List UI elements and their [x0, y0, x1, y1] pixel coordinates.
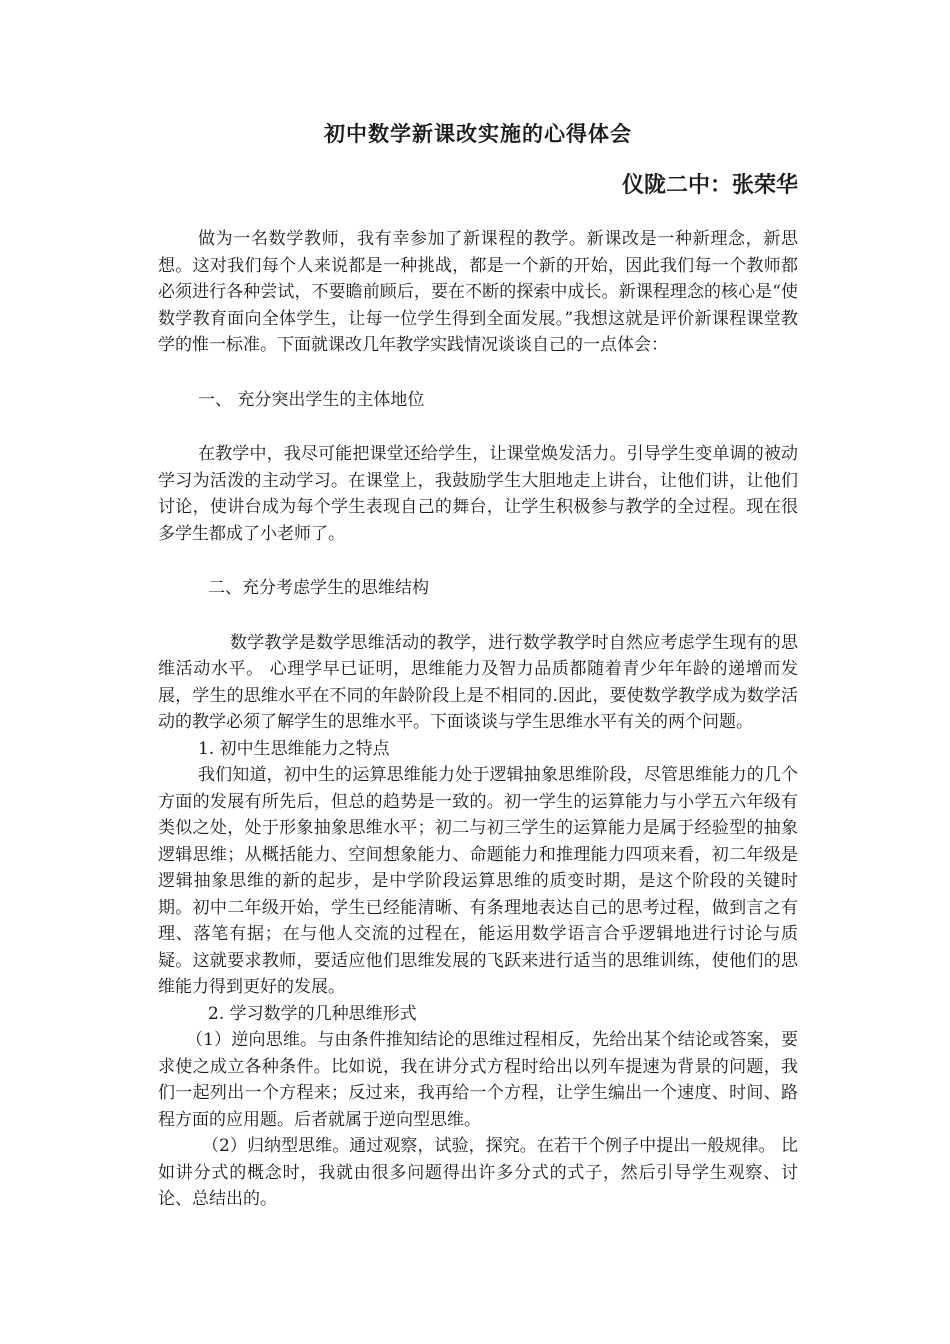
reverse-thinking-paragraph: （1）逆向思维。与由条件推知结论的思维过程相反，先给出某个结论或答案，要求使之成立各种条件。比如说，我在讲分式方程时给出以列车提速为背景的问题，我们一起列出一个方程来；反过来，我再给一个方程，让学生编出一个速度、时间、路程方面的应用题。后者就属于逆向型思维。 — [158, 1030, 798, 1130]
inductive-thinking-paragraph: （2）归纳型思维。通过观察，试验，探究。在若干个例子中提出一般规律。 比如讲分式的概念时，我就由很多问题得出许多分式的式子，然后引导学生观察、讨论、总结出的。 — [158, 1136, 798, 1209]
subsection2-heading: 2. 学习数学的几种思维形式 — [208, 1003, 417, 1024]
section2-body: 数学教学是数学思维活动的教学，进行数学教学时自然应考虑学生现有的思维活动水平。 心理学早已证明，思维能力及智力品质都随着青少年年龄的递增而发展，学生的思维水平在不同的年龄阶段上是不相同的.因此，要使数学教学成为数学活动的教学必须了解学生的思维水平。下面谈谈与学生思维水平有关的两个问题。 — [158, 632, 798, 732]
spacer — [158, 547, 798, 575]
spacer — [158, 602, 798, 630]
document-page — [158, 118, 798, 1213]
subsection1-heading: 1. 初中生思维能力之特点 — [198, 738, 390, 759]
document-author: 仪陇二中：张荣华 — [621, 172, 798, 198]
section2-heading: 二、充分考虑学生的思维结构 — [208, 578, 429, 598]
intro-paragraph: 做为一名数学教师，我有幸参加了新课程的教学。新课改是一种新理念，新思想。这对我们每个人来说都是一种挑战，都是一个新的开始，因此我们每一个教师都必须进行各种尝试，不要瞻前顾后，要在不断的探索中成长。新课程理念的核心是“使数学教育面向全体学生，让每一位学生得到全面发展。”我想这就是评价新课程课堂教学的惟一标准。下面就课改几年教学实践情况谈谈自己的一点体会： — [158, 229, 798, 355]
spacer — [158, 359, 798, 387]
section1-body: 在教学中，我尽可能把课堂还给学生，让课堂焕发活力。引导学生变单调的被动学习为活泼的主动学习。在课堂上，我鼓励学生大胆地走上讲台，让他们讲，让他们讨论，使讲台成为每个学生表现自己的舞台，让学生积极参与教学的全过程。现在很多学生都成了小老师了。 — [158, 444, 798, 544]
section1-heading: 一、 充分突出学生的主体地位 — [198, 389, 425, 410]
subsection1-body: 我们知道，初中生的运算思维能力处于逻辑抽象思维阶段，尽管思维能力的几个方面的发展有所先后，但总的趋势是一致的。初一学生的运算能力与小学五六年级有类似之处，处于形象抽象思维水平；初二与初三学生的运算能力是属于经验型的抽象逻辑思维；从概括能力、空间想象能力、命题能力和推理能力四项来看，初二年级是逻辑抽象思维的新的起步，是中学阶段运算思维的质变时期，是这个阶段的关键时期。初中二年级开始，学生已经能清晰、有条理地表达自己的思考过程，做到言之有理、落笔有据；在与他人交流的过程在，能运用数学语言合乎逻辑地进行讨论与质疑。这就要求教师，要适应他们思维发展的飞跃来进行适当的思维训练，使他们的思维能力得到更好的发展。 — [158, 765, 798, 997]
spacer — [158, 413, 798, 441]
document-title: 初中数学新课改实施的心得体会 — [324, 121, 632, 146]
